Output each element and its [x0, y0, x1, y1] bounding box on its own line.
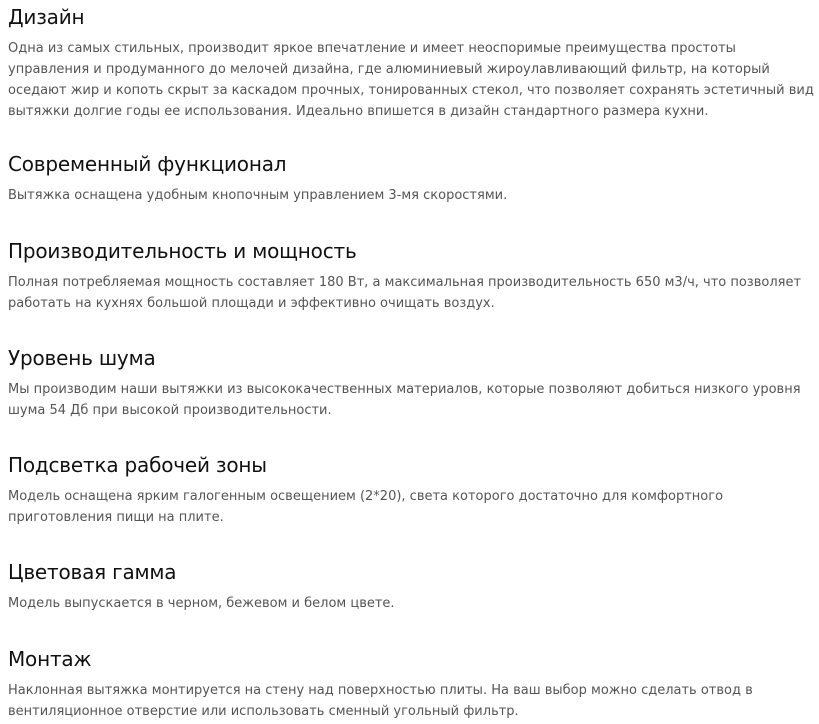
section-text: Наклонная вытяжка монтируется на стену над поверхностью плиты. На ваш выбор можно сделать отвод в вентиляционное отверстие или использовать сменный угольный фильтр.	[8, 683, 753, 719]
section-text: Модель выпускается в черном, бежевом и белом цвете.	[8, 596, 395, 611]
section-noise-level	[8, 346, 816, 421]
section-text: Вытяжка оснащена удобным кнопочным управлением 3-мя скоростями.	[8, 188, 508, 203]
section-text: Модель оснащена ярким галогенным освещением (2*20), света которого достаточно для комфортного приготовления пищи на плите.	[8, 489, 724, 525]
section-title: Подсветка рабочей зоны	[8, 453, 267, 477]
section-title: Дизайн	[8, 5, 85, 29]
section-color-range	[8, 560, 816, 614]
section-title: Производительность и мощность	[8, 239, 357, 263]
section-title: Уровень шума	[8, 346, 156, 370]
section-lighting	[8, 453, 816, 528]
section-installation	[8, 647, 816, 722]
section-design	[8, 5, 816, 122]
section-title: Монтаж	[8, 647, 92, 671]
section-performance	[8, 239, 816, 314]
section-text: Полная потребляемая мощность составляет 180 Вт, а максимальная производительность 650 м3/ч, что позволяет работать на кухнях большой площади и эффективно очищать воздух.	[8, 275, 802, 311]
section-title: Цветовая гамма	[8, 560, 177, 584]
section-text: Одна из самых стильных, производит яркое впечатление и имеет неоспоримые преимущества простоты управления и продуманного до мелочей дизайна, где алюминиевый жироулавливающий фильтр, на который оседают жир и копоть скрыт за каскадом прочных, тонированных стекол, что позволяет сохранять эстетичный вид вытяжки долгие годы ее использования. Идеально впишется в дизайн стандартного размера кухни.	[8, 41, 814, 119]
section-text: Мы производим наши вытяжки из высококачественных материалов, которые позволяют добиться низкого уровня шума 54 Дб при высокой производительности.	[8, 382, 801, 418]
section-functionality	[8, 152, 816, 206]
section-title: Современный функционал	[8, 152, 287, 176]
